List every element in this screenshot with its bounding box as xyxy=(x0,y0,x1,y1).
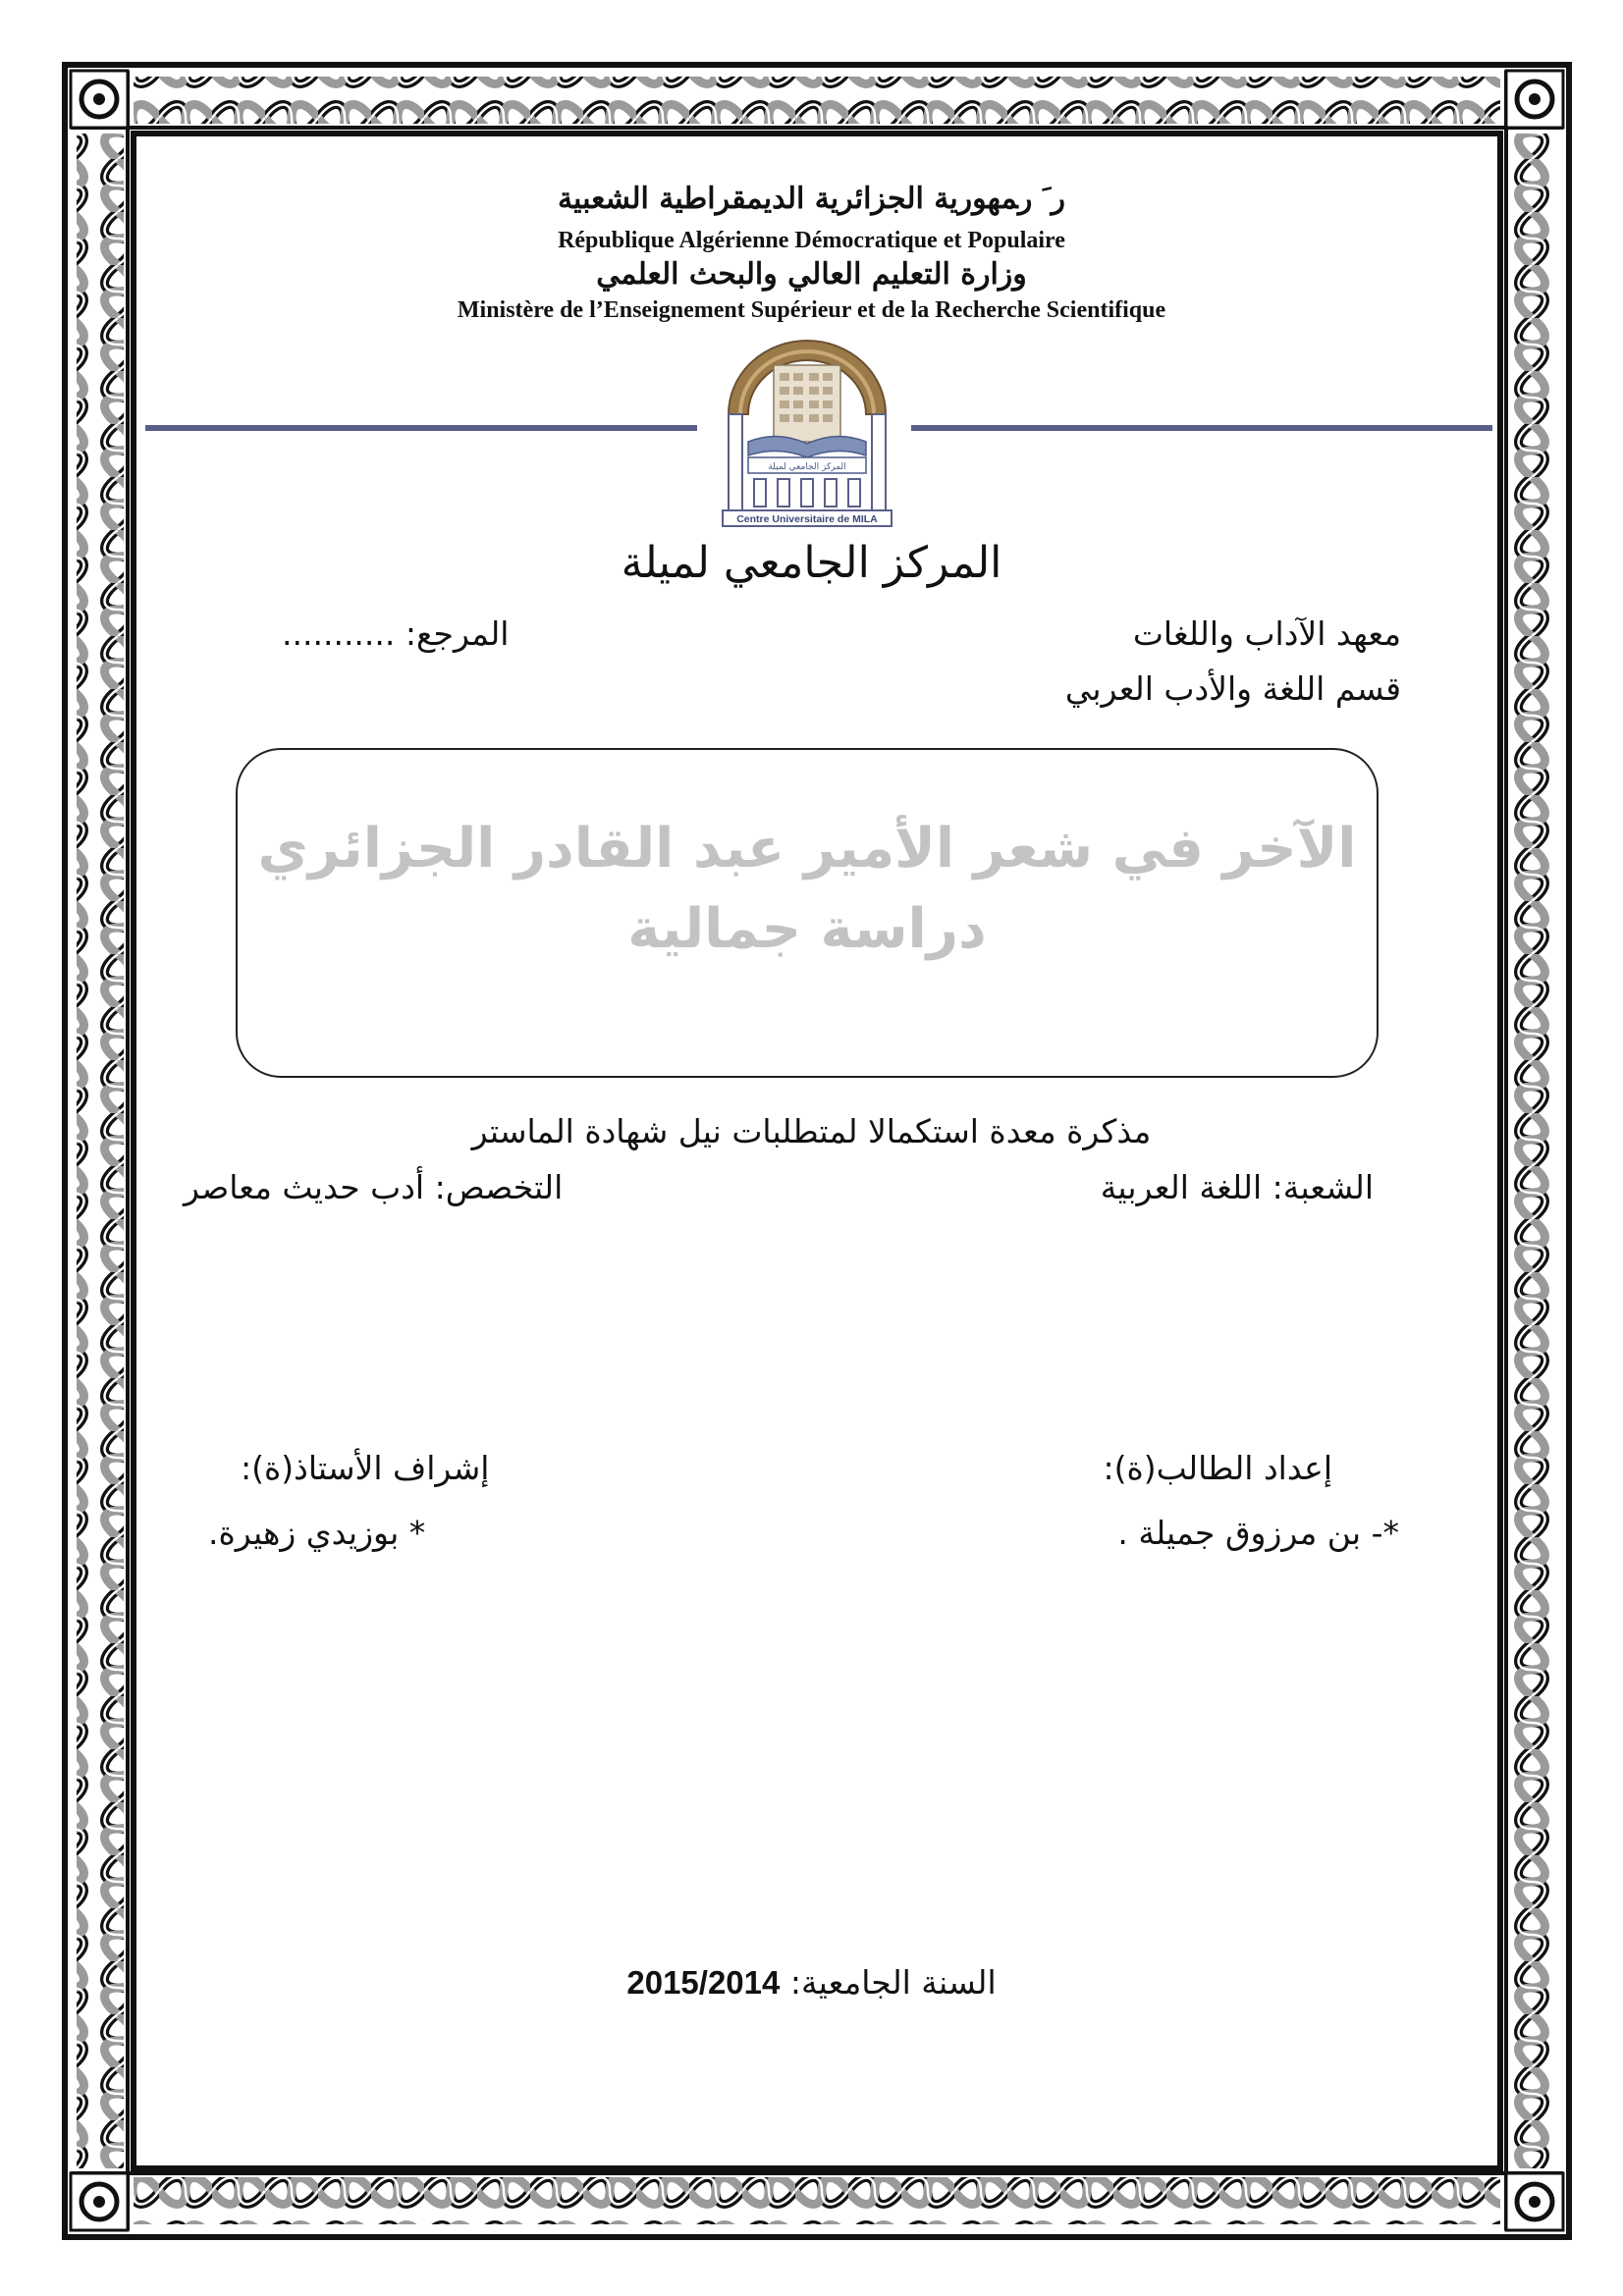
logo-caption: Centre Universitaire de MILA xyxy=(736,513,878,525)
department-name: قسم اللغة والأدب العربي xyxy=(1064,669,1401,708)
academic-year-line xyxy=(0,1963,1623,2002)
reference-number: المرجع: ........... xyxy=(282,614,510,653)
thesis-subtitle: دراسة جمالية xyxy=(627,897,987,961)
memoir-purpose-note: مذكرة معدة استكمالا لمتطلبات نيل شهادة الماستر xyxy=(471,1112,1152,1150)
header-garbled-line-2: ﻭﺯﺍﺭﺓ ﺍﻟﺘﻌﻠﻴﻢ ﺍﻟﻌﺎﻟﻲ ﻭﺍﻟﺒﺤﺚ ﺍﻟﻌﻠﻤﻲ xyxy=(596,257,1027,292)
branch-field: الشعبة: اللغة العربية xyxy=(1100,1168,1374,1206)
student-name: *- بن مرزوق جميلة . xyxy=(1117,1514,1399,1552)
institute-name: معهد الآداب واللغات xyxy=(1132,614,1401,653)
specialty-field: التخصص: أدب حديث معاصر xyxy=(184,1168,564,1206)
student-label: إعداد الطالب(ة): xyxy=(1103,1449,1332,1487)
thesis-title: الآخر في شعر الأمير عبد القادر الجزائري xyxy=(257,817,1357,881)
academic-year-value: 2015/2014 xyxy=(626,1964,781,2001)
logo-banner-text: المركز الجامعي لميلة xyxy=(768,462,846,472)
university-center-name: المركز الجامعي لميلة xyxy=(621,538,1002,588)
republic-french-title: République Algérienne Démocratique et Populaire xyxy=(558,228,1065,253)
ministry-french-title: Ministère de l’Enseignement Supérieur et de la Recherche Scientifique xyxy=(457,297,1166,323)
supervisor-label: إشراف الأستاذ(ة): xyxy=(241,1449,490,1487)
header-garbled-line-1: ﺭﹶ ﺭﻤﻬﻮﺭﻳﺔ ﺍﻟﺠﺰﺍﺋﺮﻳﺔ ﺍﻟﺪﻳﻤﻘﺮﺍﻃﻴﺔ ﺍﻟﺸﻌﺒﻴﺔ xyxy=(557,182,1066,216)
supervisor-name: * بوزيدي زهيرة. xyxy=(208,1514,426,1552)
university-logo xyxy=(719,336,895,527)
academic-year-label: السنة الجامعية: xyxy=(789,1963,997,2002)
thesis-title-box xyxy=(236,748,1379,1078)
